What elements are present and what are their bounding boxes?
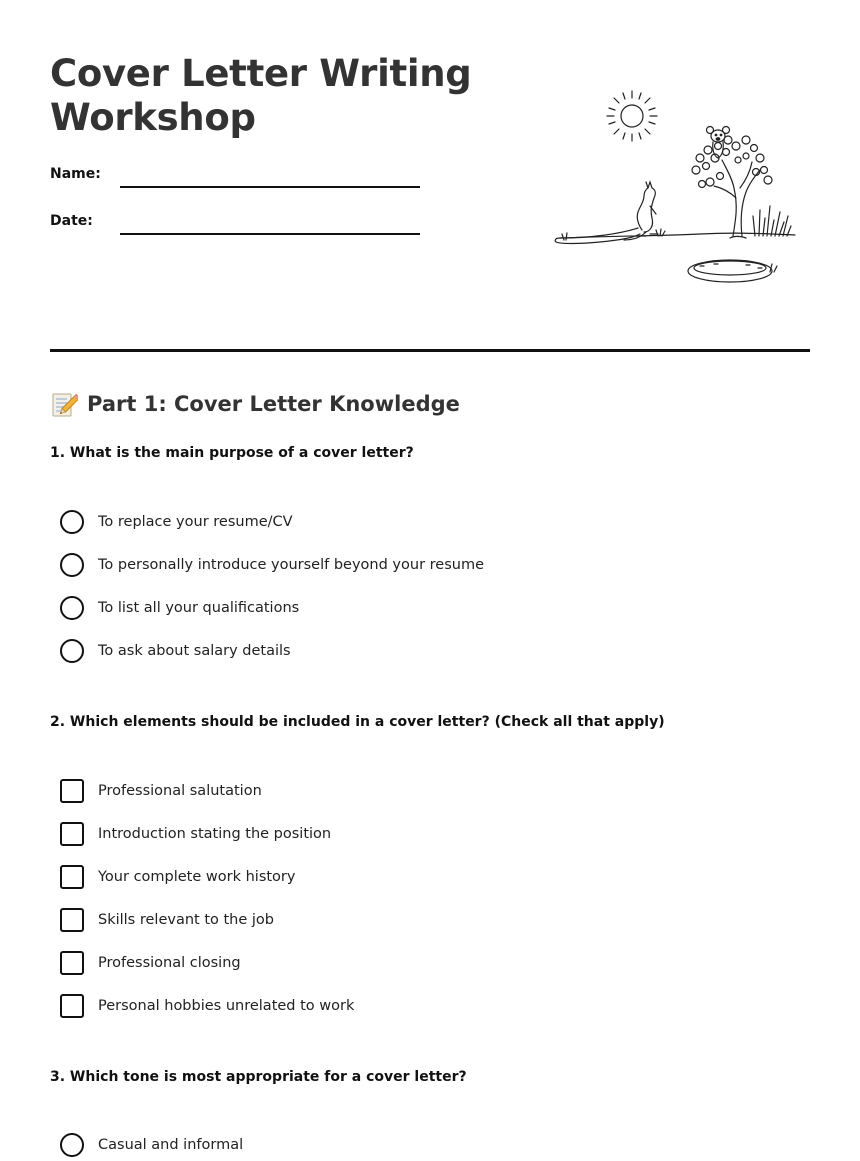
question-2-option[interactable] — [60, 993, 354, 1019]
section-title-text: Part 1: Cover Letter Knowledge — [87, 392, 460, 416]
checkbox[interactable] — [60, 994, 84, 1018]
radio-button[interactable] — [60, 1133, 84, 1157]
checkbox[interactable] — [60, 865, 84, 889]
waterhole-icon — [688, 260, 777, 282]
name-field[interactable] — [120, 186, 420, 188]
checkbox[interactable] — [60, 822, 84, 846]
checkbox[interactable] — [60, 779, 84, 803]
page-title-line-2: Workshop — [50, 96, 256, 139]
option-label: Professional salutation — [98, 783, 262, 799]
checkbox[interactable] — [60, 951, 84, 975]
option-label: To ask about salary details — [98, 643, 291, 659]
option-label: Your complete work history — [98, 869, 296, 885]
question-1-option[interactable] — [60, 552, 484, 578]
option-label: To personally introduce yourself beyond your resume — [98, 557, 484, 573]
page-title — [50, 52, 520, 140]
question-2-option[interactable] — [60, 864, 295, 890]
section-title — [50, 388, 460, 420]
question-1-option[interactable] — [60, 509, 293, 535]
question-2: 2. Which elements should be included in a cover letter? (Check all that apply) — [50, 714, 665, 730]
question-2-option[interactable] — [60, 778, 262, 804]
question-1-option[interactable] — [60, 638, 291, 664]
page-title-line-1: Cover Letter Writing — [50, 52, 472, 95]
outback-scene-icon — [550, 88, 800, 288]
option-label: Professional closing — [98, 955, 241, 971]
name-label: Name: — [50, 166, 101, 182]
option-label: Introduction stating the position — [98, 826, 332, 842]
question-3: 3. Which tone is most appropriate for a cover letter? — [50, 1069, 467, 1085]
option-label: Personal hobbies unrelated to work — [98, 998, 355, 1014]
option-label: Casual and informal — [98, 1137, 244, 1153]
question-2-option[interactable] — [60, 907, 274, 933]
checkbox[interactable] — [60, 908, 84, 932]
memo-pencil-icon — [50, 390, 78, 418]
question-3-option[interactable] — [60, 1132, 243, 1158]
date-field-row — [50, 213, 430, 237]
question-1-option[interactable] — [60, 595, 299, 621]
header-divider — [50, 349, 810, 352]
name-field-row — [50, 166, 430, 190]
kangaroo-icon — [555, 182, 658, 244]
radio-button[interactable] — [60, 596, 84, 620]
question-2-option[interactable] — [60, 821, 331, 847]
radio-button[interactable] — [60, 639, 84, 663]
date-field[interactable] — [120, 233, 420, 235]
radio-button[interactable] — [60, 510, 84, 534]
radio-button[interactable] — [60, 553, 84, 577]
sun-icon — [607, 91, 657, 141]
option-label: To replace your resume/CV — [98, 514, 293, 530]
option-label: To list all your qualifications — [98, 600, 300, 616]
option-label: Skills relevant to the job — [98, 912, 274, 928]
question-1: 1. What is the main purpose of a cover letter? — [50, 445, 414, 461]
date-label: Date: — [50, 213, 93, 229]
question-2-option[interactable] — [60, 950, 241, 976]
